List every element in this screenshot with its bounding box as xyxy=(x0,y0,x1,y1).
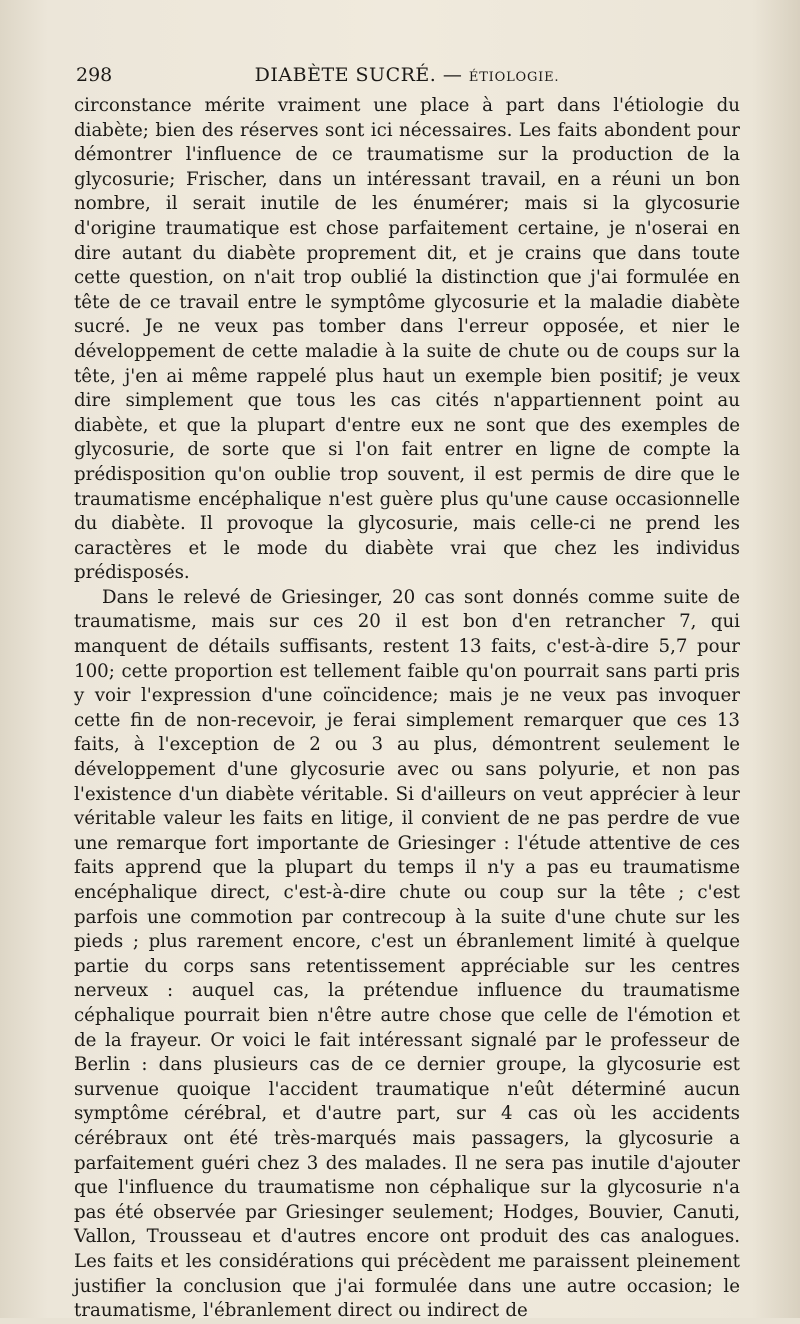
running-title xyxy=(74,58,740,95)
paragraph-continued: circonstance mérite vraiment une place à part dans l'étiologie du diabète; bien des réserves sont ici nécessaires. Les faits abondent pour démontrer l'influence de ce traumatisme sur la production de la glycosurie; Frischer, dans un intéressant travail, en a réuni un bon nombre, il serait inutile de les énumérer; mais si la glycosurie d'origine traumatique est chose parfaitement certaine, je n'oserai en dire autant du diabète proprement dit, et je crains que dans toute cette question, on n'ait trop oublié la distinction que j'ai formulée en tête de ce travail entre le symptôme glycosurie et la maladie diabète sucré. Je ne veux pas tomber dans l'erreur opposée, et nier le développement de cette maladie à la suite de chute ou de coups sur la tête, j'en ai même rappelé plus haut un exemple bien positif; je veux dire simplement que tous les cas cités n'appartiennent point au diabète, et que la plupart d'entre eux ne sont que des exemples de glycosurie, de sorte que si l'on fait entrer en ligne de compte la prédisposition qu'on oublie trop souvent, il est permis de dire que le traumatisme encéphalique n'est guère plus qu'une cause occasionnelle du diabète. Il provoque la glycosurie, mais celle-ci ne prend les caractères et le mode du diabète vrai que chez les individus prédisposés. xyxy=(74,95,740,584)
book-title: DIABÈTE SUCRÉ. — xyxy=(254,64,463,86)
paragraph-griesinger: Dans le relevé de Griesinger, 20 cas sont donnés comme suite de traumatisme, mais sur ces 20 il est bon d'en retrancher 7, qui manquent de détails suffisants, restent 13 faits, c'est-à-dire 5,7 pour 100; cette proportion est tellement faible qu'on pourrait sans parti pris y voir l'expression d'une coïncidence; mais je ne veux pas invoquer cette fin de non-recevoir, je ferai simplement remarquer que ces 13 faits, à l'exception de 2 ou 3 au plus, démontrent seulement le développement d'une glycosurie avec ou sans polyurie, et non pas l'existence d'un diabète véritable. Si d'ailleurs on veut apprécier à leur véritable valeur les faits en litige, il convient de ne pas perdre de vue une remarque fort importante de Griesinger : l'étude attentive de ces faits apprend que la plupart du temps il n'y a pas eu traumatisme encéphalique direct, c'est-à-dire chute ou coup sur la tête ; c'est parfois une commotion par contrecoup à la suite d'une chute sur les pieds ; plus rarement encore, c'est un ébranlement limité à quelque partie du corps sans retentissement appréciable sur les centres nerveux : auquel cas, la prétendue influence du traumatisme céphalique pourrait bien n'être autre chose que celle de l'émotion et de la frayeur. Or voici le fait intéressant signalé par le professeur de Berlin : dans plusieurs cas de ce dernier groupe, la glycosurie est survenue quoique l'accident traumatique n'eût déterminé aucun symptôme cérébral, et d'autre part, sur 4 cas où les accidents cérébraux ont été très-marqués mais passagers, la glycosurie a parfaitement guéri chez 3 des malades. Il ne sera pas inutile d'ajouter que l'influence du traumatisme non céphalique sur la glycosurie n'a pas été observée par Griesinger seulement; Hodges, Bouvier, Canuti, Vallon, Trousseau et d'autres encore ont produit des cas analogues. Les faits et les considérations qui précèdent me paraissent pleinement justifier la conclusion que j'ai formulée dans une autre occasion; le traumatisme, l'ébranlement direct ou indirect de xyxy=(74,586,740,1322)
body-text xyxy=(74,94,740,1324)
running-head xyxy=(74,58,740,92)
section-title: ÉTIOLOGIE. xyxy=(468,70,560,85)
page-number: 298 xyxy=(76,64,113,86)
